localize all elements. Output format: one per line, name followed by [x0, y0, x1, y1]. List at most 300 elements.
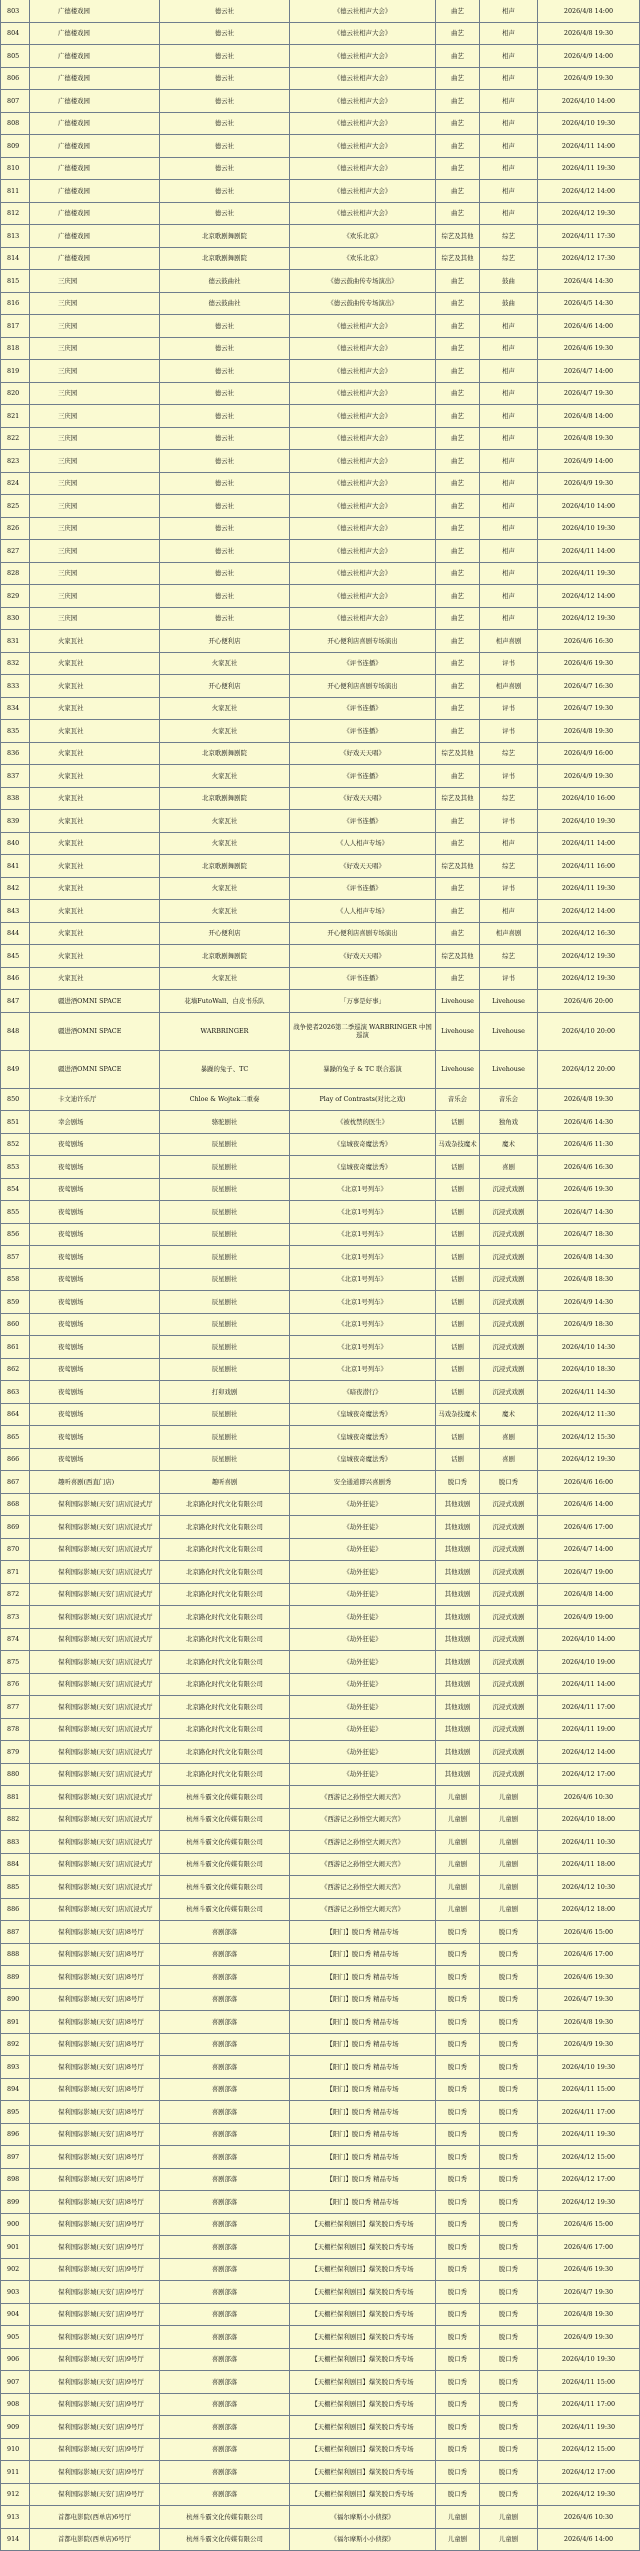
table-row: [0, 2011, 640, 2034]
time-cell: 2026/4/10 19:00: [538, 1651, 640, 1673]
title-cell: 【天棚栏保利剧目】爆笑脱口秀专场: [290, 2394, 436, 2416]
title-cell: 开心便利店喜剧专场演出: [290, 923, 436, 945]
venue-cell: 广德楼戏园: [30, 0, 160, 22]
time-cell: 2026/4/8 14:00: [538, 1584, 640, 1606]
title-cell: 【阳门】脱口秀 精品专场: [290, 1966, 436, 1988]
row-number: 848: [0, 1013, 30, 1050]
subcategory-cell: 沉浸式戏剧: [480, 1381, 538, 1403]
category-cell: 话剧: [436, 1291, 480, 1313]
venue-cell: 保利国际影城(天安门店)8号厅: [30, 2011, 160, 2033]
title-cell: 《西游记之孙悟空大闹天宫》: [290, 1786, 436, 1808]
subcategory-cell: 儿童剧: [480, 1854, 538, 1876]
time-cell: 2026/4/11 18:00: [538, 1854, 640, 1876]
row-number: 807: [0, 90, 30, 112]
category-cell: 脱口秀: [436, 1966, 480, 1988]
table-row: [0, 495, 640, 518]
table-row: [0, 1494, 640, 1517]
venue-cell: 保利国际影城(天安门店)9号厅: [30, 2416, 160, 2438]
venue-cell: 火家瓦社: [30, 720, 160, 742]
table-row: [0, 1809, 640, 1832]
table-row: [0, 1156, 640, 1179]
venue-cell: 火家瓦社: [30, 923, 160, 945]
organizer-cell: 北京路化时代文化有限公司: [160, 1606, 290, 1628]
organizer-cell: 辰星剧社: [160, 1449, 290, 1471]
title-cell: 【天棚栏保利剧目】爆笑脱口秀专场: [290, 2326, 436, 2348]
table-row: [0, 945, 640, 968]
time-cell: 2026/4/8 18:30: [538, 1269, 640, 1291]
time-cell: 2026/4/12 19:30: [538, 2191, 640, 2213]
title-cell: 《评书连播》: [290, 765, 436, 787]
time-cell: 2026/4/9 19:30: [538, 2034, 640, 2056]
row-number: 805: [0, 45, 30, 67]
time-cell: 2026/4/11 17:30: [538, 225, 640, 247]
table-row: [0, 2124, 640, 2147]
organizer-cell: 杭州斗霸文化传媒有限公司: [160, 2506, 290, 2528]
subcategory-cell: 相声喜剧: [480, 923, 538, 945]
subcategory-cell: 相声: [480, 315, 538, 337]
organizer-cell: 北京路化时代文化有限公司: [160, 1584, 290, 1606]
subcategory-cell: 脱口秀: [480, 2146, 538, 2168]
venue-cell: 火家瓦社: [30, 698, 160, 720]
table-row: [0, 180, 640, 203]
subcategory-cell: 沉浸式戏剧: [480, 1651, 538, 1673]
venue-cell: 夜莺剧场: [30, 1179, 160, 1201]
table-row: [0, 68, 640, 91]
venue-cell: 保利国际影城(天安门店)8号厅: [30, 2191, 160, 2213]
time-cell: 2026/4/12 15:00: [538, 2439, 640, 2461]
category-cell: 其他戏剧: [436, 1719, 480, 1741]
table-row: [0, 1539, 640, 1562]
table-row: [0, 810, 640, 833]
table-row: [0, 1741, 640, 1764]
time-cell: 2026/4/12 15:00: [538, 2146, 640, 2168]
time-cell: 2026/4/11 15:00: [538, 2079, 640, 2101]
subcategory-cell: 沉浸式戏剧: [480, 1494, 538, 1516]
time-cell: 2026/4/12 19:30: [538, 968, 640, 990]
venue-cell: 保利国际影城(天安门店)沉浸式厅: [30, 1719, 160, 1741]
subcategory-cell: 脱口秀: [480, 2034, 538, 2056]
organizer-cell: 德云鼓曲社: [160, 293, 290, 315]
venue-cell: 夜莺剧场: [30, 1314, 160, 1336]
title-cell: 《劫外狂徒》: [290, 1539, 436, 1561]
table-row: [0, 473, 640, 496]
subcategory-cell: 沉浸式戏剧: [480, 1269, 538, 1291]
organizer-cell: 德云社: [160, 158, 290, 180]
title-cell: 战争使者2026第二季巡演 WARBRINGER 中国巡演: [290, 1013, 436, 1050]
subcategory-cell: 脱口秀: [480, 2191, 538, 2213]
title-cell: 《德云社相声大会》: [290, 180, 436, 202]
venue-cell: 保利国际影城(天安门店)8号厅: [30, 2034, 160, 2056]
row-number: 905: [0, 2326, 30, 2348]
table-row: [0, 2259, 640, 2282]
category-cell: 话剧: [436, 1224, 480, 1246]
row-number: 906: [0, 2349, 30, 2371]
row-number: 878: [0, 1719, 30, 1741]
title-cell: 暴躁的兔子 & TC 联合巡演: [290, 1051, 436, 1088]
subcategory-cell: 沉浸式戏剧: [480, 1336, 538, 1358]
venue-cell: 广德楼戏园: [30, 225, 160, 247]
table-row: [0, 45, 640, 68]
time-cell: 2026/4/12 19:30: [538, 608, 640, 630]
table-row: [0, 563, 640, 586]
subcategory-cell: 喜剧: [480, 1426, 538, 1448]
title-cell: 《被枕禁的医生》: [290, 1111, 436, 1133]
table-row: [0, 2056, 640, 2079]
row-number: 814: [0, 248, 30, 270]
subcategory-cell: 沉浸式戏剧: [480, 1741, 538, 1763]
subcategory-cell: 脱口秀: [480, 2304, 538, 2326]
organizer-cell: 杭州斗霸文化传媒有限公司: [160, 1854, 290, 1876]
time-cell: 2026/4/9 14:30: [538, 1291, 640, 1313]
title-cell: 《好戏天天唱》: [290, 743, 436, 765]
row-number: 914: [0, 2529, 30, 2551]
organizer-cell: 德云社: [160, 540, 290, 562]
time-cell: 2026/4/10 14:00: [538, 1629, 640, 1651]
organizer-cell: 杭州斗霸文化传媒有限公司: [160, 1809, 290, 1831]
row-number: 836: [0, 743, 30, 765]
time-cell: 2026/4/6 19:30: [538, 653, 640, 675]
organizer-cell: 喜剧部落: [160, 2124, 290, 2146]
organizer-cell: 喜剧部落: [160, 2034, 290, 2056]
table-row: [0, 2214, 640, 2237]
title-cell: 《德云社相声大会》: [290, 608, 436, 630]
venue-cell: 广德楼戏园: [30, 135, 160, 157]
title-cell: 《好戏天天唱》: [290, 855, 436, 877]
table-row: [0, 1831, 640, 1854]
subcategory-cell: 相声: [480, 158, 538, 180]
venue-cell: 保利国际影城(天安门店)沉浸式厅: [30, 1516, 160, 1538]
organizer-cell: 德云社: [160, 135, 290, 157]
time-cell: 2026/4/11 14:30: [538, 1381, 640, 1403]
time-cell: 2026/4/12 17:30: [538, 248, 640, 270]
subcategory-cell: 脱口秀: [480, 2214, 538, 2236]
table-row: [0, 585, 640, 608]
table-row: [0, 0, 640, 23]
organizer-cell: 德云社: [160, 113, 290, 135]
organizer-cell: 德云社: [160, 203, 290, 225]
venue-cell: 保利国际影城(天安门店)9号厅: [30, 2394, 160, 2416]
organizer-cell: 北京歌剧舞剧院: [160, 788, 290, 810]
venue-cell: 三庆园: [30, 518, 160, 540]
subcategory-cell: 评书: [480, 765, 538, 787]
time-cell: 2026/4/8 19:30: [538, 2304, 640, 2326]
category-cell: 曲艺: [436, 405, 480, 427]
subcategory-cell: 沉浸式戏剧: [480, 1561, 538, 1583]
category-cell: 曲艺: [436, 473, 480, 495]
category-cell: 曲艺: [436, 765, 480, 787]
category-cell: 其他戏剧: [436, 1494, 480, 1516]
venue-cell: 保利国际影城(天安门店)9号厅: [30, 2326, 160, 2348]
organizer-cell: 杭州斗霸文化传媒有限公司: [160, 1899, 290, 1921]
table-row: [0, 113, 640, 136]
row-number: 809: [0, 135, 30, 157]
row-number: 840: [0, 833, 30, 855]
row-number: 866: [0, 1449, 30, 1471]
title-cell: 《劫外狂徒》: [290, 1764, 436, 1786]
subcategory-cell: 沉浸式戏剧: [480, 1606, 538, 1628]
venue-cell: 保利国际影城(天安门店)9号厅: [30, 2349, 160, 2371]
time-cell: 2026/4/12 19:30: [538, 1449, 640, 1471]
table-row: [0, 1426, 640, 1449]
venue-cell: 保利国际影城(天安门店)9号厅: [30, 2281, 160, 2303]
title-cell: 《北京1号列车》: [290, 1314, 436, 1336]
row-number: 872: [0, 1584, 30, 1606]
subcategory-cell: 儿童剧: [480, 2506, 538, 2528]
time-cell: 2026/4/11 16:00: [538, 855, 640, 877]
title-cell: 「万事是好事」: [290, 990, 436, 1012]
table-row: [0, 1989, 640, 2012]
organizer-cell: 北京路化时代文化有限公司: [160, 1741, 290, 1763]
subcategory-cell: 相声: [480, 68, 538, 90]
organizer-cell: 喜剧部落: [160, 2461, 290, 2483]
title-cell: 《德云社相声大会》: [290, 428, 436, 450]
title-cell: 《德云社相声大会》: [290, 90, 436, 112]
title-cell: 《劫外狂徒》: [290, 1696, 436, 1718]
time-cell: 2026/4/8 14:00: [538, 0, 640, 22]
table-row: [0, 1561, 640, 1584]
venue-cell: 三庆园: [30, 293, 160, 315]
time-cell: 2026/4/4 14:30: [538, 270, 640, 292]
table-row: [0, 990, 640, 1013]
table-row: [0, 203, 640, 226]
title-cell: 《北京1号列车》: [290, 1246, 436, 1268]
category-cell: 脱口秀: [436, 2461, 480, 2483]
organizer-cell: 火家瓦社: [160, 720, 290, 742]
title-cell: 《德云社相声大会》: [290, 203, 436, 225]
venue-cell: 三庆园: [30, 473, 160, 495]
time-cell: 2026/4/9 19:30: [538, 68, 640, 90]
venue-cell: 保利国际影城(天安门店)9号厅: [30, 2259, 160, 2281]
venue-cell: 保利国际影城(天安门店)沉浸式厅: [30, 1696, 160, 1718]
organizer-cell: 开心便利店: [160, 630, 290, 652]
subcategory-cell: 独角戏: [480, 1111, 538, 1133]
time-cell: 2026/4/11 15:00: [538, 2371, 640, 2393]
venue-cell: 疆进酒OMNI SPACE: [30, 990, 160, 1012]
venue-cell: 夜莺剧场: [30, 1246, 160, 1268]
title-cell: 【天棚栏保利剧目】爆笑脱口秀专场: [290, 2349, 436, 2371]
category-cell: 曲艺: [436, 428, 480, 450]
title-cell: 【阳门】脱口秀 精品专场: [290, 1989, 436, 2011]
venue-cell: 保利国际影城(天安门店)9号厅: [30, 2439, 160, 2461]
venue-cell: 保利国际影城(天安门店)沉浸式厅: [30, 1786, 160, 1808]
category-cell: 马戏杂技魔术: [436, 1134, 480, 1156]
row-number: 887: [0, 1921, 30, 1943]
row-number: 912: [0, 2484, 30, 2506]
category-cell: 脱口秀: [436, 2124, 480, 2146]
row-number: 871: [0, 1561, 30, 1583]
row-number: 857: [0, 1246, 30, 1268]
time-cell: 2026/4/6 19:30: [538, 2259, 640, 2281]
category-cell: 曲艺: [436, 495, 480, 517]
subcategory-cell: 脱口秀: [480, 2349, 538, 2371]
time-cell: 2026/4/6 19:30: [538, 1179, 640, 1201]
category-cell: 儿童剧: [436, 1831, 480, 1853]
category-cell: 脱口秀: [436, 2191, 480, 2213]
subcategory-cell: 相声: [480, 428, 538, 450]
venue-cell: 火家瓦社: [30, 810, 160, 832]
category-cell: 曲艺: [436, 833, 480, 855]
subcategory-cell: 评书: [480, 698, 538, 720]
venue-cell: 火家瓦社: [30, 765, 160, 787]
row-number: 888: [0, 1944, 30, 1966]
time-cell: 2026/4/6 17:00: [538, 1516, 640, 1538]
organizer-cell: 德云社: [160, 315, 290, 337]
category-cell: 其他戏剧: [436, 1516, 480, 1538]
title-cell: 《德云社相声大会》: [290, 23, 436, 45]
subcategory-cell: 脱口秀: [480, 1966, 538, 1988]
category-cell: 曲艺: [436, 135, 480, 157]
table-row: [0, 2349, 640, 2372]
subcategory-cell: 沉浸式戏剧: [480, 1201, 538, 1223]
venue-cell: 三庆园: [30, 495, 160, 517]
table-row: [0, 90, 640, 113]
venue-cell: 火家瓦社: [30, 833, 160, 855]
row-number: 892: [0, 2034, 30, 2056]
title-cell: 《皇城夜奇魔法秀》: [290, 1156, 436, 1178]
venue-cell: 保利国际影城(天安门店)沉浸式厅: [30, 1674, 160, 1696]
subcategory-cell: 综艺: [480, 225, 538, 247]
table-row: [0, 225, 640, 248]
time-cell: 2026/4/9 18:30: [538, 1314, 640, 1336]
subcategory-cell: 脱口秀: [480, 1989, 538, 2011]
row-number: 843: [0, 900, 30, 922]
venue-cell: 保利国际影城(天安门店)沉浸式厅: [30, 1831, 160, 1853]
title-cell: 《德云社相声大会》: [290, 495, 436, 517]
title-cell: 《劫外狂徒》: [290, 1584, 436, 1606]
title-cell: 《德云社相声大会》: [290, 135, 436, 157]
subcategory-cell: 脱口秀: [480, 2439, 538, 2461]
subcategory-cell: 相声: [480, 833, 538, 855]
time-cell: 2026/4/10 14:00: [538, 90, 640, 112]
title-cell: 【阳门】脱口秀 精品专场: [290, 1944, 436, 1966]
organizer-cell: 北京路化时代文化有限公司: [160, 1494, 290, 1516]
time-cell: 2026/4/6 16:00: [538, 1471, 640, 1493]
category-cell: 脱口秀: [436, 2326, 480, 2348]
organizer-cell: 辰星剧社: [160, 1246, 290, 1268]
organizer-cell: 喜剧部落: [160, 2259, 290, 2281]
category-cell: 话剧: [436, 1201, 480, 1223]
row-number: 811: [0, 180, 30, 202]
category-cell: 其他戏剧: [436, 1651, 480, 1673]
subcategory-cell: 相声: [480, 0, 538, 22]
category-cell: 曲艺: [436, 563, 480, 585]
row-number: 863: [0, 1381, 30, 1403]
subcategory-cell: 儿童剧: [480, 1899, 538, 1921]
category-cell: 话剧: [436, 1314, 480, 1336]
subcategory-cell: 评书: [480, 653, 538, 675]
subcategory-cell: Livehouse: [480, 1013, 538, 1050]
title-cell: 《德云社相声大会》: [290, 383, 436, 405]
subcategory-cell: 脱口秀: [480, 2236, 538, 2258]
category-cell: 曲艺: [436, 270, 480, 292]
organizer-cell: 辰星剧社: [160, 1336, 290, 1358]
category-cell: 综艺及其他: [436, 743, 480, 765]
title-cell: 《劫外狂徒》: [290, 1561, 436, 1583]
title-cell: 《评书连播》: [290, 698, 436, 720]
time-cell: 2026/4/6 19:30: [538, 1966, 640, 1988]
organizer-cell: 打卯戏剧: [160, 1381, 290, 1403]
time-cell: 2026/4/12 14:00: [538, 585, 640, 607]
category-cell: 儿童剧: [436, 1809, 480, 1831]
time-cell: 2026/4/12 11:30: [538, 1404, 640, 1426]
category-cell: 曲艺: [436, 315, 480, 337]
subcategory-cell: 相声: [480, 563, 538, 585]
category-cell: 脱口秀: [436, 1989, 480, 2011]
time-cell: 2026/4/6 16:30: [538, 1156, 640, 1178]
title-cell: 【阳门】脱口秀 精品专场: [290, 2124, 436, 2146]
time-cell: 2026/4/6 17:00: [538, 2236, 640, 2258]
title-cell: 《德云社相声大会》: [290, 158, 436, 180]
table-row: [0, 1359, 640, 1382]
subcategory-cell: 喜剧: [480, 1156, 538, 1178]
table-row: [0, 698, 640, 721]
time-cell: 2026/4/10 18:30: [538, 1359, 640, 1381]
row-number: 831: [0, 630, 30, 652]
row-number: 913: [0, 2506, 30, 2528]
category-cell: 其他戏剧: [436, 1561, 480, 1583]
row-number: 854: [0, 1179, 30, 1201]
organizer-cell: 喜剧部落: [160, 1966, 290, 1988]
row-number: 844: [0, 923, 30, 945]
title-cell: 《评书连播》: [290, 653, 436, 675]
table-row: [0, 1899, 640, 1922]
row-number: 874: [0, 1629, 30, 1651]
organizer-cell: 趣听喜剧: [160, 1471, 290, 1493]
time-cell: 2026/4/12 14:00: [538, 180, 640, 202]
category-cell: 综艺及其他: [436, 788, 480, 810]
category-cell: 综艺及其他: [436, 225, 480, 247]
title-cell: 《北京1号列车》: [290, 1336, 436, 1358]
venue-cell: 保利国际影城(天安门店)沉浸式厅: [30, 1764, 160, 1786]
organizer-cell: 德云社: [160, 608, 290, 630]
time-cell: 2026/4/7 19:30: [538, 383, 640, 405]
table-row: [0, 968, 640, 991]
row-number: 900: [0, 2214, 30, 2236]
time-cell: 2026/4/11 19:30: [538, 158, 640, 180]
category-cell: 曲艺: [436, 900, 480, 922]
time-cell: 2026/4/6 14:00: [538, 315, 640, 337]
organizer-cell: 杭州斗霸文化传媒有限公司: [160, 2529, 290, 2551]
subcategory-cell: 综艺: [480, 855, 538, 877]
row-number: 830: [0, 608, 30, 630]
title-cell: 《西游记之孙悟空大闹天宫》: [290, 1876, 436, 1898]
subcategory-cell: 脱口秀: [480, 2056, 538, 2078]
table-row: [0, 2439, 640, 2462]
row-number: 907: [0, 2371, 30, 2393]
venue-cell: 夜莺剧场: [30, 1201, 160, 1223]
category-cell: Livehouse: [436, 1051, 480, 1088]
venue-cell: 广德楼戏园: [30, 158, 160, 180]
row-number: 877: [0, 1696, 30, 1718]
time-cell: 2026/4/7 19:30: [538, 698, 640, 720]
row-number: 806: [0, 68, 30, 90]
venue-cell: 保利国际影城(天安门店)8号厅: [30, 1966, 160, 1988]
category-cell: 儿童剧: [436, 1854, 480, 1876]
organizer-cell: 辰星剧社: [160, 1269, 290, 1291]
title-cell: 《德云社相声大会》: [290, 338, 436, 360]
time-cell: 2026/4/8 19:30: [538, 720, 640, 742]
category-cell: 儿童剧: [436, 2529, 480, 2551]
subcategory-cell: 儿童剧: [480, 1786, 538, 1808]
organizer-cell: 德云社: [160, 495, 290, 517]
organizer-cell: 德云社: [160, 338, 290, 360]
row-number: 879: [0, 1741, 30, 1763]
subcategory-cell: Livehouse: [480, 1051, 538, 1088]
table-row: [0, 1764, 640, 1787]
organizer-cell: 骆驼剧社: [160, 1111, 290, 1133]
organizer-cell: 喜剧部落: [160, 2101, 290, 2123]
title-cell: 《西游记之孙悟空大闹天宫》: [290, 1854, 436, 1876]
